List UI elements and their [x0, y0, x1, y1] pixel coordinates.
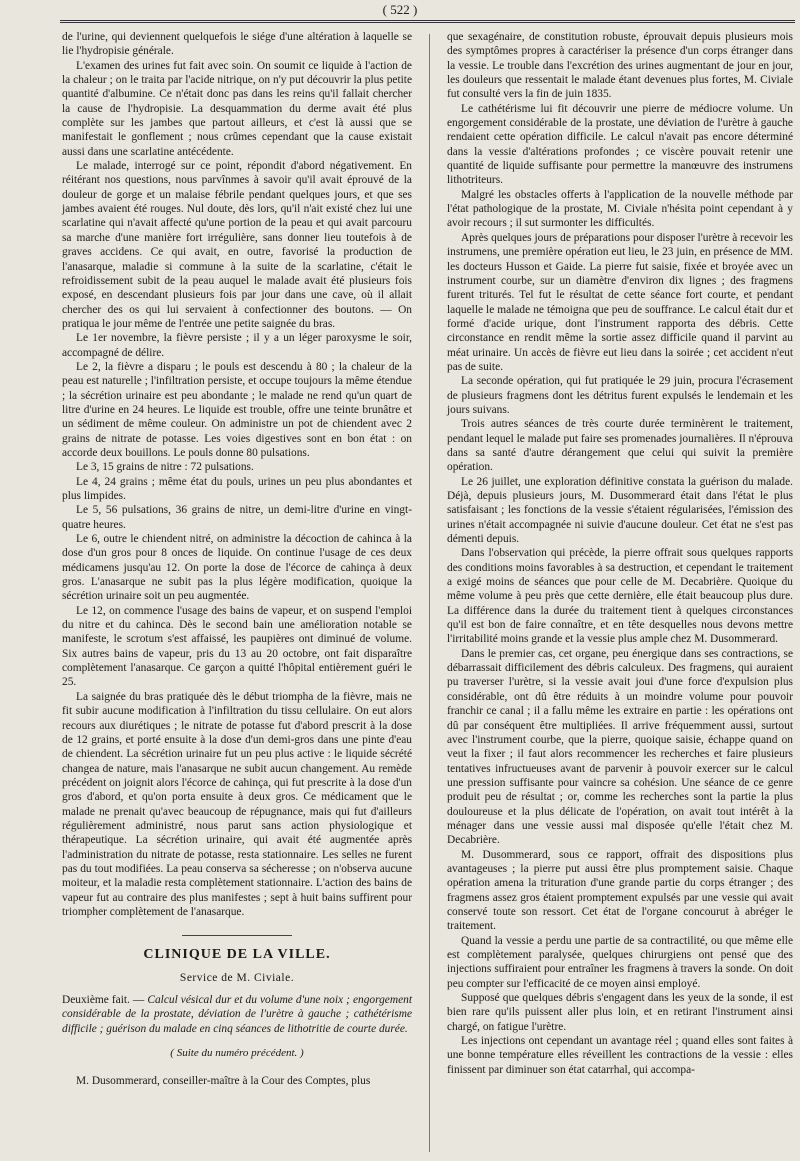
paragraph: La saignée du bras pratiquée dès le début triompha de la fièvre, mais ne fit subir aucune modification à l'infiltration du tissu cellulaire. On eut alors recours aux diurétiques ; le nitrate de potasse fut d'abord prescrit à la dose de 12 grains, et porté ensuite à la dose d'un demi-gros dans une pinte d'eau de chiendent. La sécrétion urinaire fut un peu plus active : le liquide sécrété changea de nature, mais l'anasarque ne subit aucun changement. Au remède précédent on joignit alors l'écorce de cahinça, qui fut prescrite à la dose d'un gros d'abord, et qu'on porta ensuite à deux gros. Ce médicament que le malade ne prenait qu'avec beaucoup de répugnance, mais qui fut d'ailleurs régulièrement administré, nous parut sans action physiologique et thérapeutique. La sécrétion urinaire, qui avait été augmentée après l'administration du nitrate de potasse, resta stationnaire. Les selles ne furent pas du tout modifiées. La peau conserva sa sécheresse ; on n'observa aucune moiteur, et la maladie resta complètement stationnaire. L'action des bains de vapeur fut au contraire des plus manifestes ; sept à huit bains suffirent pour triompher complètement de l'anasarque.	[62, 690, 412, 918]
section-divider	[182, 935, 292, 936]
paragraph: Le 3, 15 grains de nitre : 72 pulsations.	[76, 461, 254, 474]
paragraph: Supposé que quelques débris s'engagent dans les yeux de la sonde, il est bien rare qu'ils puissent aller plus loin, et en retirant l'instrument ainsi chargé, on fatigue l'urètre.	[447, 992, 793, 1033]
paragraph: Le 5, 56 pulsations, 36 grains de nitre, un demi-litre d'urine en vingt-quatre heures.	[62, 504, 412, 531]
paragraph: Quand la vessie a perdu une partie de sa contractilité, ou que même elle est complètement paralysée, quelques chirurgiens ont pensé que des injections suffiraient pour entraîner les fragmens à travers la sonde. On doit peu compter sur l'efficacité de ce moyen ainsi employé.	[447, 934, 793, 990]
paragraph: Le 6, outre le chiendent nitré, on administre la décoction de cahinca à la dose d'un gros pour 8 onces de liquide. On continue l'usage de ces deux médicamens jusqu'au 12. On porte la dose de l'écorce de cahinça à deux gros. L'anasarque ne subit pas la plus légère modification, quoique la sécrétion urinaire soit un peu augmentée.	[62, 533, 412, 603]
paragraph: Le 2, la fièvre a disparu ; le pouls est descendu à 80 ; la chaleur de la peau est naturelle ; l'infiltration persiste, et occupe toujours la même étendue ; la sécrétion urinaire est peu abondante ; le malade ne rend qu'un quart de litre d'urine en 24 heures. Le liquide est trouble, offre une teinte brunâtre et un sédiment de même couleur. On administre un pot de chiendent avec 2 grains de nitrate de potasse. Les voies digestives sont en bon état : on accorde deux bouillons. Le pouls donne 80 pulsations.	[62, 360, 412, 459]
paragraph: de l'urine, qui deviennent quelquefois le siége d'une altération à laquelle se lie l'hydropisie générale.	[62, 31, 412, 58]
section-subtitle: Service de M. Civiale.	[179, 971, 295, 984]
paragraph: Le 4, 24 grains ; même état du pouls, urines un peu plus abondantes et plus limpides.	[62, 475, 412, 502]
column-divider	[429, 34, 430, 1152]
left-column	[62, 30, 412, 1089]
paragraph: Malgré les obstacles offerts à l'application de la nouvelle méthode par l'état pathologique de la prostate, M. Civiale n'hésita point cependant à y avoir recours ; il sut surmonter les difficultés.	[447, 188, 793, 230]
paragraph: Le 1er novembre, la fièvre persiste ; il y a un léger paroxysme le soir, accompagné de délire.	[62, 332, 412, 359]
paragraph: Les injections ont cependant un avantage réel ; quand elles sont faites à une bonne température elles réveillent les contractions de la vessie : elles finissent par diminuer son état catarrhal, qui accompa-	[447, 1035, 793, 1076]
case-label: Deuxième fait.	[62, 994, 130, 1006]
paragraph: Dans l'observation qui précède, la pierre offrait sous quelques rapports des conditions moins favorables à sa destruction, et cependant le traitement a exigé moins de séances que pour celle de M. Decabrière. Quoique du même volume à peu près que cette dernière, elle était beaucoup plus dure. La différence dans la durée du traitement tient à quelques circonstances qu'il est bon de faire connaître, et en tête desquelles nous devons mettre l'irritabilité moins grande et la vessie plus ample chez M. Dusommerard.	[447, 547, 793, 646]
paragraph: Le 26 juillet, une exploration définitive constata la guérison du malade. Déjà, depuis plusieurs jours, M. Dusommerard était dans l'état le plus satisfaisant ; les fonctions de la vessie s'étaient régularisées, l'émission des urines n'était accompagnée ni suivie d'aucune douleur. Cet état ne s'est pas démenti depuis.	[447, 475, 793, 546]
case-title: Calcul vésical dur et du volume d'une noix ; engorgement considérable de la prostate, déviation de l'urètre à gauche ; cathétérisme difficile ; guérison du malade en cinq séances de lithotritie de courte durée.	[62, 994, 413, 1035]
paragraph: Trois autres séances de très courte durée terminèrent le traitement, pendant lequel le malade put faire ses promenades journalières. Il n'éprouva dans sa santé d'autre dérangement que celui qui suivit la première opération.	[447, 418, 793, 474]
paragraph: Le malade, interrogé sur ce point, répondit d'abord négativement. En réitérant nos questions, nous parvînmes à savoir qu'il avait éprouvé de la douleur de gorge et un malaise fébrile pendant quelques jours, et que ses jambes avaient été rouges. Nul doute, dès lors, qu'il n'ait existé chez lui une scarlatine qui n'avait affecté qu'une portion de la peau et qui avait parcouru sa marche d'une manière fort irrégulière, sans donner lieu toutefois à de graves accidens. Ce qui avait, en outre, favorisé la production de l'anasarque, maladie si commune à la suite de la scarlatine, c'était le refroidissement subit de la peau auquel le malade avait été plusieurs fois exposé, en descendant plusieurs fois par jour dans une cave, où il allait chercher des os qui lui servaient à confectionner des boutons. — On pratiqua le jour même de l'entrée une petite saignée du bras.	[62, 160, 412, 330]
page-number: ( 522 )	[382, 2, 418, 17]
paragraph: M. Dusommerard, conseiller-maître à la Cour des Comptes, plus	[76, 1075, 371, 1088]
header-rule	[60, 20, 795, 23]
paragraph: Dans le premier cas, cet organe, peu énergique dans ses contractions, se débarrassait difficilement des débris calculeux. Des fragmens, qui auraient pu traverser l'urètre, si la vessie avait joui d'une force d'expulsion plus considérable, ont dû être réduits à un moindre volume pour pouvoir franchir ce canal ; il a fallu même les extraire en partie : les opérations ont dû par conséquent être multipliées. Il arrive fréquemment aussi, surtout avec l'instrument courbe, que la pierre, quoique saisie, échappe quand on veut la fixer ; il faut alors recommencer les recherches et faire plusieurs tentatives infructueuses avant de parvenir à pouvoir exercer sur le calcul une pression suffisante pour vaincre sa cohésion. Une séance de ce genre produit peu de résultat ; or, comme les recherches sont la partie la plus douloureuse et la plus délicate de l'opération, on avait tout intérêt à la ménager dans une vessie aussi mal disposée qu'elle l'était chez M. Decabrière.	[447, 647, 793, 847]
paragraph: que sexagénaire, de constitution robuste, éprouvait depuis plusieurs mois des symptômes propres à caractériser la présence d'un corps étranger dans la vessie. Le trouble dans l'excrétion des urines augmentant de jour en jour, les douleurs que ressentait le malade étant devenues plus fortes, M. Civiale fut consulté vers la fin de juin 1835.	[447, 31, 793, 101]
continued-note: ( Suite du numéro précédent. )	[170, 1047, 304, 1060]
paragraph: M. Dusommerard, sous ce rapport, offrait des dispositions plus avantageuses ; la pierre put aussi être plus promptement saisie. Chaque opération amena la trituration d'une grande partie du corps étranger ; des fragmens assez gros étaient promptement expulsés par une vessie qui avait conservé toute son ressort. Cet état de l'organe concourut à abréger le traitement.	[447, 848, 793, 933]
section-title: CLINIQUE DE LA VILLE.	[143, 947, 331, 963]
paragraph: La seconde opération, qui fut pratiquée le 29 juin, procura l'écrasement de plusieurs fragmens dont les détritus furent expulsés le lendemain et les jours suivans.	[447, 375, 793, 416]
paragraph: Le 12, on commence l'usage des bains de vapeur, et on suspend l'emploi du nitre et du cahinca. Dès le second bain une amélioration notable se manifeste, le scrotum s'est affaissé, les paupières ont diminué de volume. Six autres bains de vapeur, pris du 13 au 20 octobre, ont fait disparaître complètement l'anasarque. Ce garçon a quitté l'hôpital entièrement guéri le 25.	[62, 604, 412, 689]
paragraph: Après quelques jours de préparations pour disposer l'urètre à recevoir les instrumens, une première opération eut lieu, le 23 juin, en présence de MM. les docteurs Husson et Gaide. La pierre fut saisie, fixée et broyée avec un instrument courbe, sur un diamètre d'environ dix lignes ; des fragmens furent triturés. Tel fut le résultat de cette séance fort courte, et pendant laquelle le malade ne témoigna que peu de souffrance. Le calcul était dur et formé d'acide urique, dont l'instrument rapporta des débris. Cette circonstance en rendit même la sortie assez difficile quand il parvint au méat urinaire. Un accès de fièvre eut lieu dans la soirée ; cet accident n'eut pas de suite.	[447, 231, 793, 373]
right-column	[447, 30, 793, 1077]
case-heading: Deuxième fait. — Calcul vésical dur et du volume d'une noix ; engorgement considérable de la prostate, déviation de l'urètre à gauche ; cathétérisme difficile ; guérison du malade en cinq séances de lithotritie de courte durée.	[62, 994, 413, 1035]
paragraph: L'examen des urines fut fait avec soin. On soumit ce liquide à l'action de la chaleur ; on le traita par l'acide nitrique, on n'y put découvrir la plus petite quantité d'albumine. Ce n'était donc pas dans les reins qu'il fallait chercher la cause de l'hydropisie. La desquammation du derme avait été plus complète sur les jambes que partout ailleurs, et c'est là aussi que se manifestait le gonflement ; nous crûmes cependant que la cause existait aussi dans une scarlatine antécédente.	[62, 59, 412, 158]
paragraph: Le cathétérisme lui fit découvrir une pierre de médiocre volume. Un engorgement considérable de la prostate, une déviation de l'urètre à gauche rendaient cette opération difficile. Le calcul n'avait pas encore déterminé dans la vessie d'altérations profondes ; ce viscère pouvait retenir une quantité de liquide suffisante pour permettre la manœuvre des instrumens lithotriteurs.	[447, 102, 793, 187]
